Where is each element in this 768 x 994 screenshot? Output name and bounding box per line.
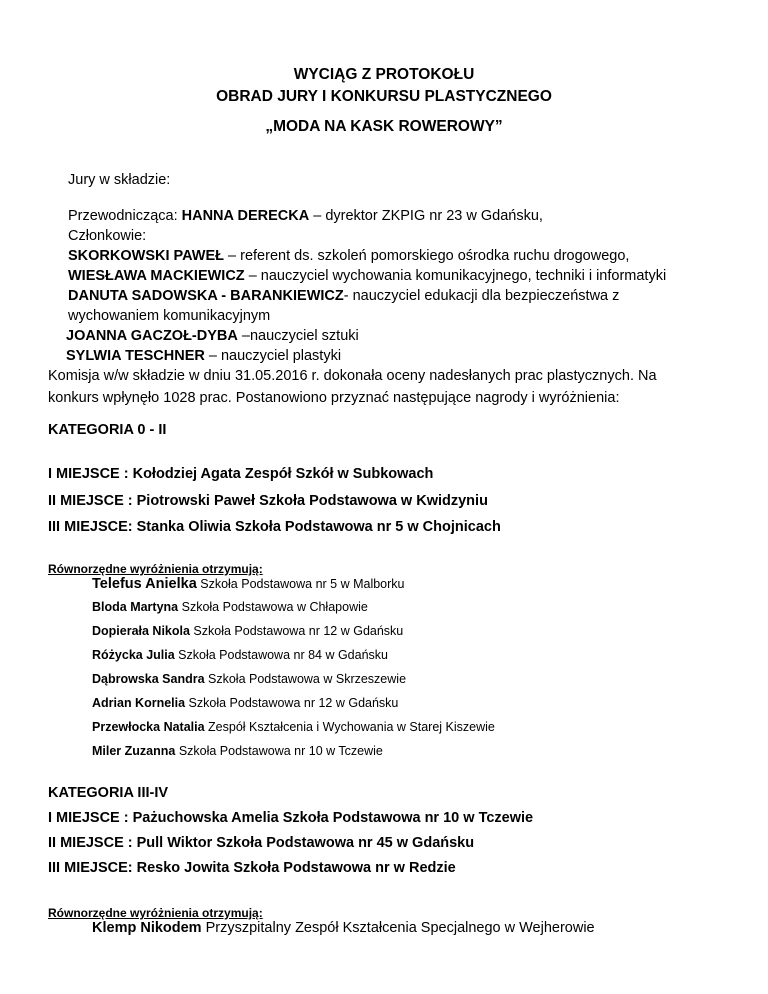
jury-member bbox=[68, 248, 629, 264]
doc-title-line1: WYCIĄG Z PROTOKOŁU bbox=[293, 66, 475, 83]
jury-member bbox=[68, 268, 666, 284]
honor-school: Szkoła Podstawowa w Chłapowie bbox=[178, 600, 368, 614]
honor-entry bbox=[92, 744, 383, 758]
honor-school: Szkoła Podstawowa nr 84 w Gdańsku bbox=[174, 648, 388, 662]
honors-heading: Równorzędne wyróżnienia otrzymują: bbox=[48, 562, 263, 576]
honor-entry bbox=[92, 600, 368, 614]
honors-heading: Równorzędne wyróżnienia otrzymują: bbox=[48, 906, 263, 920]
member-role: – nauczyciel wychowania komunikacyjnego, techniki i informatyki bbox=[244, 268, 667, 284]
jury-member bbox=[66, 328, 359, 344]
category-title: KATEGORIA 0 - II bbox=[48, 422, 167, 438]
chair-name: HANNA DERECKA bbox=[181, 208, 310, 224]
honor-school: Szkoła Podstawowa nr 5 w Malborku bbox=[196, 577, 405, 591]
honor-school: Szkoła Podstawowa nr 10 w Tczewie bbox=[175, 744, 383, 758]
first-place: I MIEJSCE : Kołodziej Agata Zespół Szkół w Subkowach bbox=[48, 466, 434, 482]
member-name: JOANNA GACZOŁ-DYBA bbox=[66, 328, 238, 344]
member-name: SKORKOWSKI PAWEŁ bbox=[68, 248, 225, 264]
honor-name: Przewłocka Natalia bbox=[92, 720, 205, 734]
honor-name: Różycka Julia bbox=[92, 648, 175, 662]
honor-entry bbox=[92, 648, 388, 662]
second-place: II MIEJSCE : Piotrowski Paweł Szkoła Podstawowa w Kwidzyniu bbox=[48, 493, 488, 509]
jury-member bbox=[66, 348, 341, 364]
category-title: KATEGORIA III-IV bbox=[48, 785, 169, 801]
member-role: – nauczyciel plastyki bbox=[204, 348, 342, 364]
third-place: III MIEJSCE: Stanka Oliwia Szkoła Podstawowa nr 5 w Chojnicach bbox=[48, 519, 501, 535]
honor-school: Szkoła Podstawowa w Skrzeszewie bbox=[204, 672, 407, 686]
honor-entry bbox=[92, 672, 406, 686]
member-name: SYLWIA TESCHNER bbox=[66, 348, 205, 364]
members-label: Członkowie: bbox=[68, 228, 147, 244]
honor-name: Klemp Nikodem bbox=[92, 920, 202, 936]
honor-entry bbox=[92, 576, 405, 592]
second-place: II MIEJSCE : Pull Wiktor Szkoła Podstawowa nr 45 w Gdańsku bbox=[48, 835, 475, 851]
honor-name: Bloda Martyna bbox=[92, 600, 179, 614]
honor-name: Miler Zuzanna bbox=[92, 744, 176, 758]
member-name: WIESŁAWA MACKIEWICZ bbox=[68, 268, 245, 284]
jury-member-continued bbox=[68, 308, 270, 324]
first-place: I MIEJSCE : Pażuchowska Amelia Szkoła Podstawowa nr 10 w Tczewie bbox=[48, 810, 534, 826]
honor-school: Zespół Kształcenia i Wychowania w Starej Kiszewie bbox=[204, 720, 495, 734]
member-role: –nauczyciel sztuki bbox=[237, 328, 359, 344]
honor-school: Szkoła Podstawowa nr 12 w Gdańsku bbox=[189, 624, 404, 638]
jury-statement-line1: Komisja w/w składzie w dniu 31.05.2016 r. dokonała oceny nadesłanych prac plastycznych. Na bbox=[48, 368, 657, 384]
member-role: wychowaniem komunikacyjnym bbox=[68, 308, 271, 324]
chair-label: Przewodnicząca: bbox=[68, 208, 182, 224]
honor-entry bbox=[92, 696, 398, 710]
doc-title-line2: OBRAD JURY I KONKURSU PLASTYCZNEGO bbox=[216, 88, 552, 105]
honor-school: Szkoła Podstawowa nr 12 w Gdańsku bbox=[185, 696, 399, 710]
chair-role: – dyrektor ZKPIG nr 23 w Gdańsku, bbox=[309, 208, 543, 224]
honor-entry bbox=[92, 720, 495, 734]
jury-statement-line2: konkurs wpłynęło 1028 prac. Postanowiono przyznać następujące nagrody i wyróżnienia: bbox=[48, 390, 620, 406]
honor-name: Adrian Kornelia bbox=[92, 696, 186, 710]
honor-entry bbox=[92, 920, 595, 936]
honor-entry bbox=[92, 624, 403, 638]
jury-intro: Jury w składzie: bbox=[68, 172, 171, 188]
third-place: III MIEJSCE: Resko Jowita Szkoła Podstawowa nr w Redzie bbox=[48, 860, 456, 876]
honor-name: Telefus Anielka bbox=[92, 576, 197, 592]
honor-name: Dopierała Nikola bbox=[92, 624, 190, 638]
member-role: - nauczyciel edukacji dla bezpieczeństwa z bbox=[343, 288, 620, 304]
jury-chair bbox=[68, 208, 543, 224]
member-name: DANUTA SADOWSKA - BARANKIEWICZ bbox=[68, 288, 344, 304]
jury-member bbox=[68, 288, 619, 304]
member-role: – referent ds. szkoleń pomorskiego ośrodka ruchu drogowego, bbox=[224, 248, 630, 264]
doc-title-line3: „MODA NA KASK ROWEROWY” bbox=[265, 118, 503, 135]
honor-school: Przyszpitalny Zespół Kształcenia Specjalnego w Wejherowie bbox=[201, 920, 595, 936]
honor-name: Dąbrowska Sandra bbox=[92, 672, 205, 686]
